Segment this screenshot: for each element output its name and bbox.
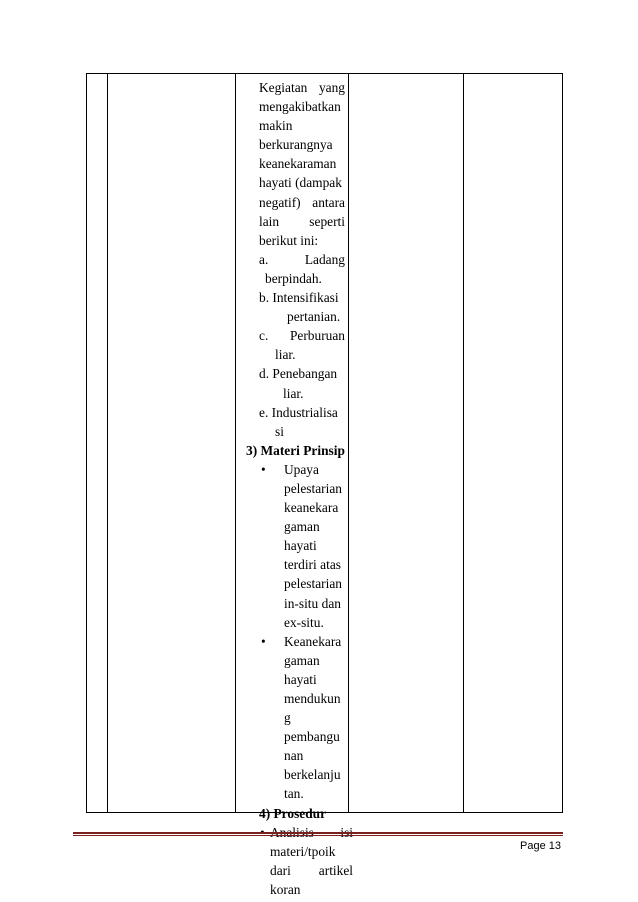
text-line: liar. bbox=[275, 347, 296, 363]
list-marker: c. bbox=[259, 328, 269, 344]
intro-paragraph bbox=[259, 78, 345, 250]
text-line: tan. bbox=[284, 786, 304, 802]
text-line: hayati (dampak bbox=[259, 175, 342, 191]
text-line: berkurangnya bbox=[259, 137, 333, 153]
column-divider bbox=[463, 74, 464, 812]
list-marker: d. bbox=[259, 366, 270, 382]
text-line: materi/tpoik bbox=[270, 843, 336, 859]
text-line: Upaya bbox=[284, 461, 319, 477]
column-divider bbox=[235, 74, 236, 812]
text-line: liar. bbox=[283, 385, 304, 401]
text-line: dan bbox=[321, 595, 341, 611]
text-line: g bbox=[284, 710, 291, 726]
text-line: pembangu bbox=[284, 729, 340, 745]
text-line: pelestarian bbox=[284, 480, 342, 496]
list-item-b bbox=[259, 288, 345, 307]
footer-rule bbox=[73, 832, 563, 834]
text-line: berpindah. bbox=[265, 270, 322, 286]
text-line: seperti bbox=[309, 213, 345, 229]
list-marker: a. bbox=[259, 251, 269, 267]
text-line: antara bbox=[312, 194, 345, 210]
list-item-e bbox=[259, 403, 345, 422]
text-line: Industrialisa bbox=[271, 404, 338, 420]
text-line: Keanekara bbox=[284, 633, 342, 649]
text-line: negatif) bbox=[259, 194, 301, 210]
text-line: pertanian. bbox=[287, 309, 341, 325]
text-line: terdiri bbox=[284, 557, 317, 573]
footer-rule-thin bbox=[73, 835, 563, 836]
list-item-c bbox=[259, 326, 345, 345]
list-marker: e. bbox=[259, 404, 269, 420]
text-line: nan bbox=[284, 748, 304, 764]
text-line: mengakibatkan bbox=[259, 99, 341, 115]
text-line: gaman bbox=[284, 519, 320, 535]
text-line: yang bbox=[318, 80, 345, 95]
text-line: lain bbox=[259, 213, 280, 229]
text-line: berkelanju bbox=[284, 767, 341, 783]
text-line: atas bbox=[320, 557, 341, 573]
text-line: Penebangan bbox=[272, 366, 338, 382]
principle-bullet-1 bbox=[261, 460, 368, 632]
text-line: dari bbox=[270, 862, 291, 878]
bullet-icon: • bbox=[261, 633, 266, 649]
text-line: Ladang bbox=[304, 251, 345, 267]
section-heading: 3) Materi Prinsip bbox=[246, 442, 345, 458]
list-item-d bbox=[259, 364, 345, 383]
bullet-icon: • bbox=[261, 461, 266, 477]
text-line: ex-situ. bbox=[284, 614, 324, 630]
text-line: keanekaraman bbox=[259, 156, 337, 172]
text-line: keanekara bbox=[284, 500, 339, 516]
list-item-a bbox=[259, 250, 345, 269]
principle-bullet-2 bbox=[261, 632, 368, 804]
impact-list bbox=[259, 250, 345, 441]
text-line: gaman bbox=[284, 652, 320, 668]
text-line: artikel bbox=[318, 862, 353, 878]
section-heading: 4) Prosedur bbox=[259, 805, 327, 821]
text-line: mendukun bbox=[284, 691, 341, 706]
text-line: hayati bbox=[284, 671, 317, 687]
text-line: pelestarian bbox=[284, 576, 342, 592]
column-divider bbox=[107, 74, 108, 812]
materials-cell bbox=[246, 78, 353, 899]
text-line: hayati bbox=[284, 538, 317, 554]
text-line: in-situ bbox=[284, 595, 319, 611]
list-marker: b. bbox=[259, 290, 270, 306]
text-line: makin bbox=[259, 118, 293, 134]
text-line: Kegiatan bbox=[259, 80, 308, 95]
text-line: koran bbox=[270, 881, 301, 897]
text-line: Perburuan bbox=[289, 328, 345, 344]
page-number: Page 13 bbox=[520, 840, 561, 852]
text-line: si bbox=[275, 423, 284, 439]
text-line: Intensifikasi bbox=[272, 290, 339, 306]
text-line: berikut ini: bbox=[259, 232, 319, 248]
